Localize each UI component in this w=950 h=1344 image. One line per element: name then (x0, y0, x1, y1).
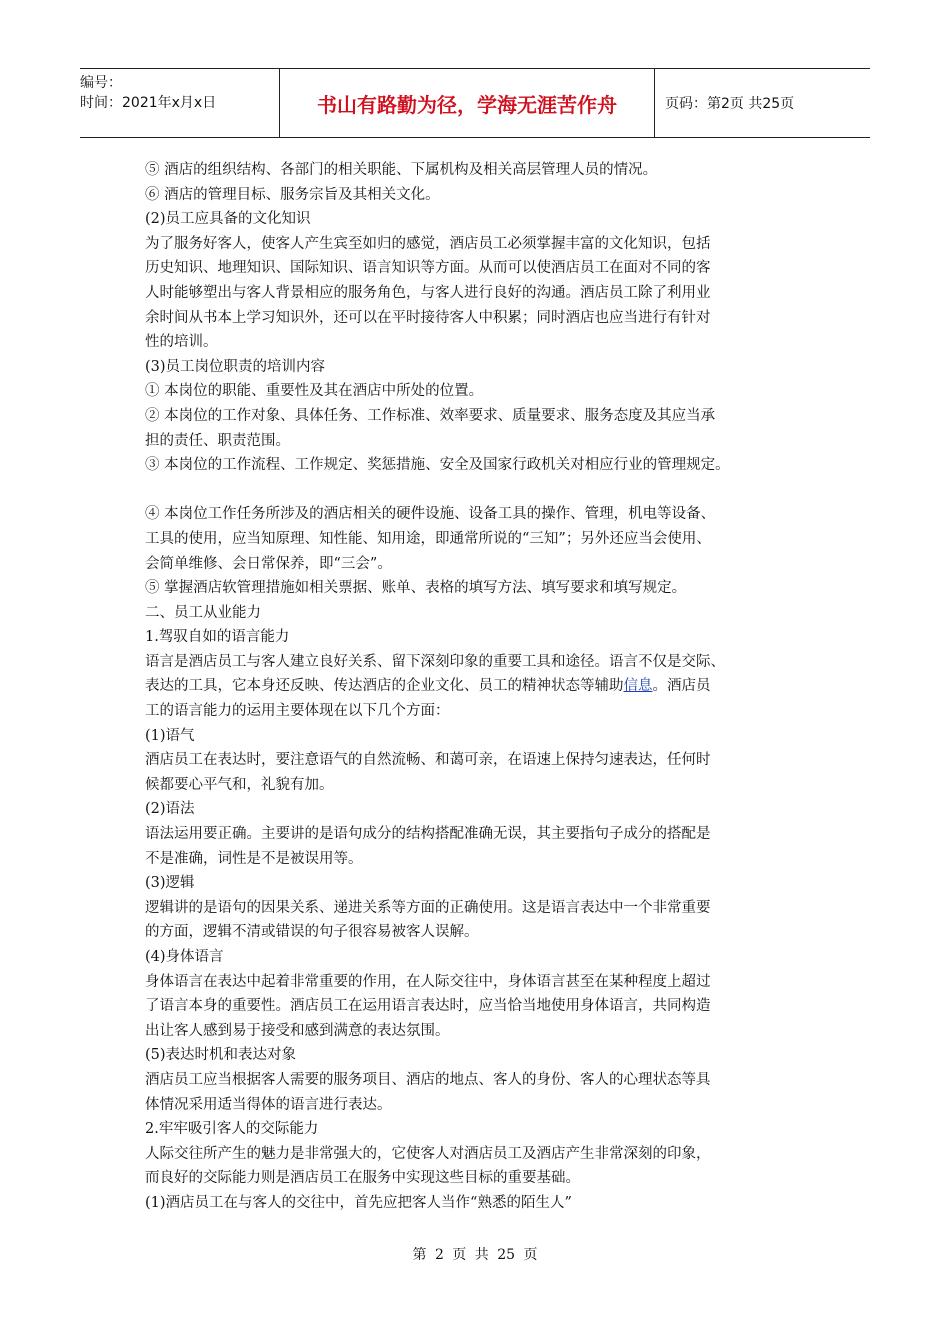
document-body (145, 158, 810, 1216)
paragraph-line: 为了服务好客人，使客人产生宾至如归的感觉，酒店员工必须掌握丰富的文化知识，包括 (145, 235, 711, 252)
paragraph-line: 身体语言在表达中起着非常重要的作用，在人际交往中，身体语言甚至在某种程度上超过 (145, 973, 711, 990)
paragraph-line: 工的语言能力的运用主要体现在以下几个方面： (145, 703, 450, 720)
section-heading: (5)表达时机和表达对象 (145, 1047, 297, 1064)
section-heading: (3)逻辑 (145, 875, 195, 892)
paragraph-line: 出让客人感到易于接受和感到满意的表达氛围。 (145, 1022, 450, 1039)
paragraph-line: 性的培训。 (145, 334, 218, 351)
paragraph-line: (1)酒店员工在与客人的交往中，首先应把客人当作“熟悉的陌生人” (145, 1194, 572, 1211)
paragraph-line: 酒店员工应当根据客人需要的服务项目、酒店的地点、客人的身份、客人的心理状态等具 (145, 1071, 711, 1088)
section-heading: (3)员工岗位职责的培训内容 (145, 358, 326, 375)
paragraph-text: 。酒店员 (652, 678, 711, 695)
list-item: ⑤ 酒店的组织结构、各部门的相关职能、下属机构及相关高层管理人员的情况。 (145, 162, 658, 178)
info-link[interactable]: 信息 (623, 678, 653, 695)
section-heading: 二、员工从业能力 (145, 604, 261, 621)
list-item: 担的责任、职责范围。 (145, 432, 290, 449)
section-heading: (4)身体语言 (145, 949, 224, 965)
blank-line (145, 478, 810, 503)
list-item: ③ 本岗位的工作流程、工作规定、奖惩措施、安全及国家行政机关对相应行业的管理规定。 (145, 457, 730, 474)
header-page-info: 页码：第2页 共25页 (665, 96, 795, 112)
list-item: ① 本岗位的职能、重要性及其在酒店中所处的位置。 (145, 383, 484, 400)
page-header (80, 68, 870, 138)
paragraph-line: 候都要心平气和，礼貌有加。 (145, 776, 334, 793)
paragraph-line: 人时能够塑出与客人背景相应的服务角色，与客人进行良好的沟通。酒店员工除了利用业 (145, 284, 711, 301)
paragraph-line: 的方面，逻辑不清或错误的句子很容易被客人误解。 (145, 924, 479, 941)
list-item: 工具的使用，应当知原理、知性能、知用途，即通常所说的“三知”；另外还应当会使用、 (145, 530, 711, 547)
paragraph-line: 酒店员工在表达时，要注意语气的自然流畅、和蔼可亲，在语速上保持匀速表达，任何时 (145, 752, 711, 769)
section-heading: 1.驾驭自如的语言能力 (145, 629, 290, 646)
date-label: 时间：2021年x月x日 (80, 95, 217, 111)
header-motto: 书山有路勤为径，学海无涯苦作舟 (280, 69, 655, 137)
paragraph-text: 表达的工具，它本身还反映、传达酒店的企业文化、员工的精神状态等辅助 (145, 678, 624, 695)
section-heading: (1)语气 (145, 727, 195, 744)
paragraph-line: 了语言本身的重要性。酒店员工在运用语言表达时，应当恰当地使用身体语言，共同构造 (145, 998, 711, 1015)
paragraph-line: 历史知识、地理知识、国际知识、语言知识等方面。从而可以使酒店员工在面对不同的客 (145, 260, 711, 277)
list-item: ⑥ 酒店的管理目标、服务宗旨及其相关文化。 (145, 186, 440, 203)
paragraph-line: 而良好的交际能力则是酒店员工在服务中实现这些目标的重要基础。 (145, 1170, 580, 1187)
paragraph-line: 逻辑讲的是语句的因果关系、递进关系等方面的正确使用。这是语言表达中一个非常重要 (145, 899, 711, 916)
number-label: 编号： (80, 75, 122, 91)
section-heading: (2)语法 (145, 801, 195, 818)
page-footer: 第 2 页 共 25 页 (412, 1247, 538, 1263)
paragraph-line: 体情况采用适当得体的语言进行表达。 (145, 1096, 392, 1113)
list-item: ④ 本岗位工作任务所涉及的酒店相关的硬件设施、设备工具的操作、管理，机电等设备、 (145, 506, 716, 523)
header-meta (80, 69, 280, 137)
list-item: ⑤ 掌握酒店软管理措施如相关票据、账单、表格的填写方法、填写要求和填写规定。 (145, 580, 687, 597)
paragraph-line: 语法运用要正确。主要讲的是语句成分的结构搭配准确无误，其主要指句子成分的搭配是 (145, 826, 711, 843)
section-heading: (2)员工应具备的文化知识 (145, 211, 311, 228)
paragraph-line (145, 674, 810, 699)
paragraph-line: 余时间从书本上学习知识外，还可以在平时接待客人中积累；同时酒店也应当进行有针对 (145, 309, 711, 326)
paragraph-line: 语言是酒店员工与客人建立良好关系、留下深刻印象的重要工具和途径。语言不仅是交际、 (145, 653, 725, 670)
list-item: ② 本岗位的工作对象、具体任务、工作标准、效率要求、质量要求、服务态度及其应当承 (145, 407, 716, 424)
paragraph-line: 人际交往所产生的魅力是非常强大的，它使客人对酒店员工及酒店产生非常深刻的印象， (145, 1145, 711, 1162)
list-item: 会简单维修、会日常保养，即“三会”。 (145, 555, 392, 572)
paragraph-line: 不是准确，词性是不是被误用等。 (145, 850, 363, 867)
section-heading: 2.牢牢吸引客人的交际能力 (145, 1121, 319, 1138)
